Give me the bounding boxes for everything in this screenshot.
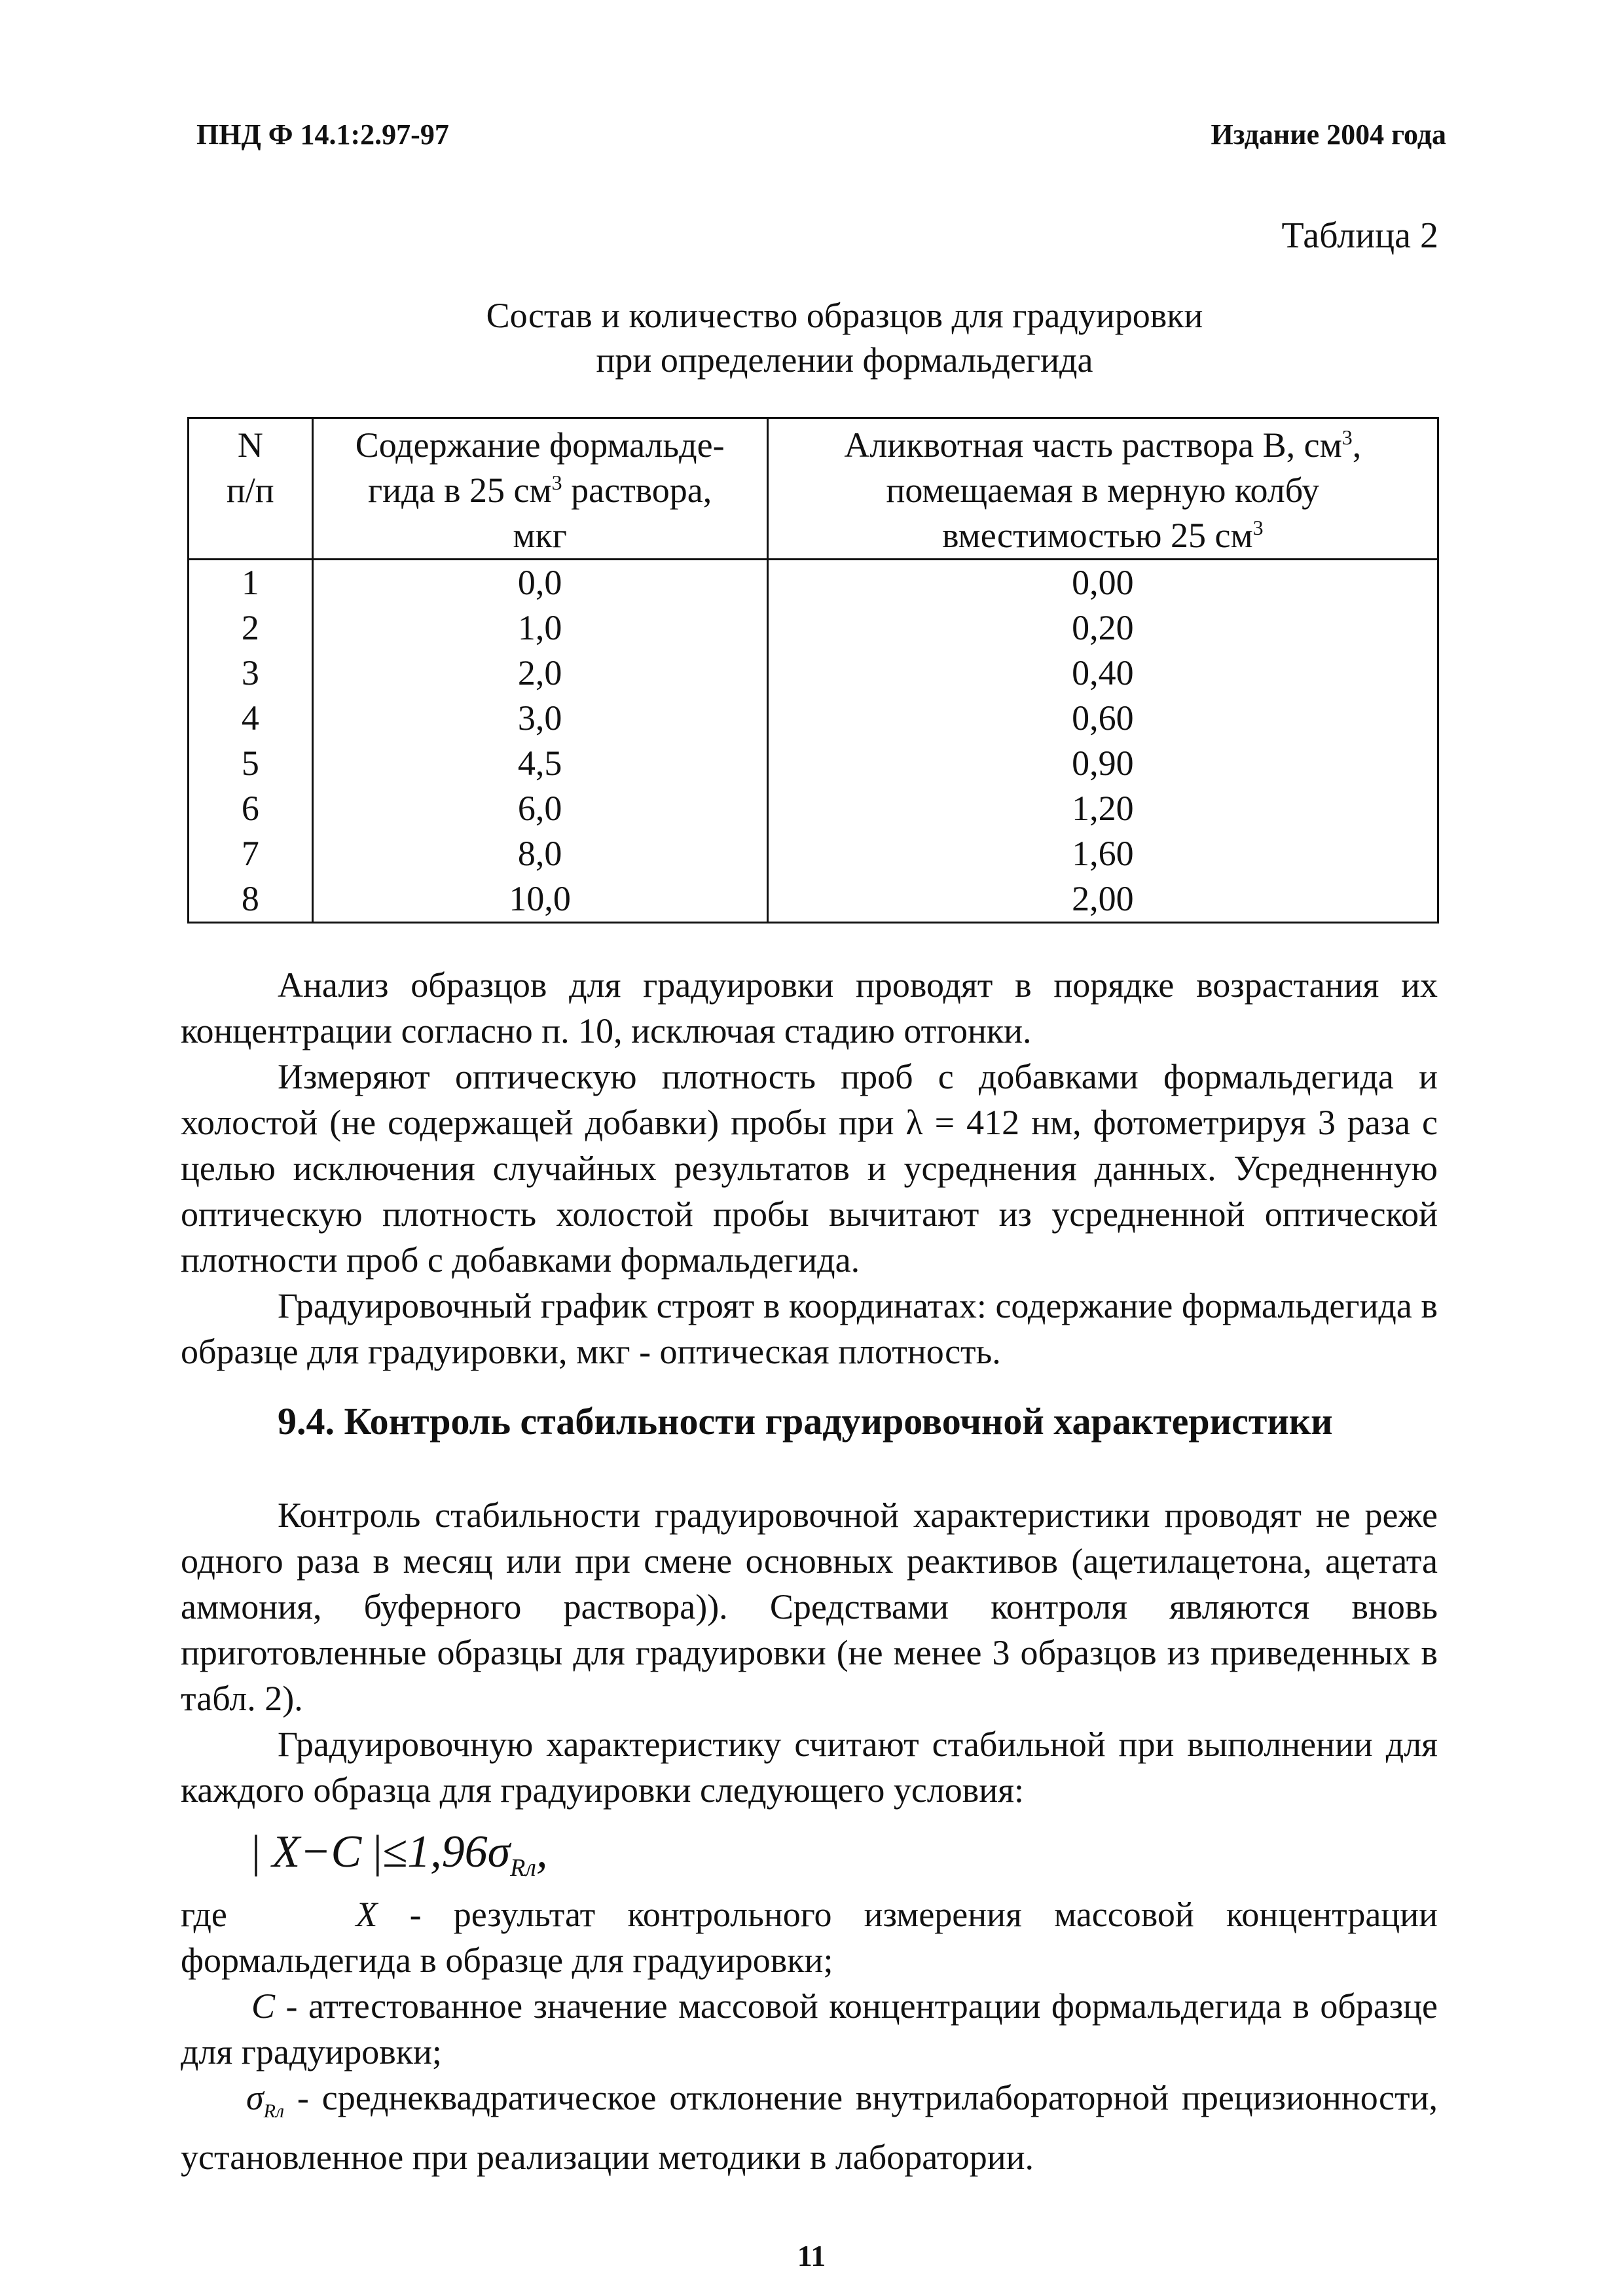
header-content-line2a: гида в 25 см — [368, 471, 552, 510]
definition-sigma — [181, 2075, 1438, 2180]
header-content-line3: мкг — [513, 516, 567, 555]
header-aliquot-line1b: , — [1352, 425, 1362, 465]
definition-where: где — [181, 1895, 227, 1934]
definition-sigma-symbol: σ — [246, 2078, 264, 2117]
cell-content: 8,0 — [312, 831, 767, 876]
formula-relation: ≤1,96σ — [382, 1827, 511, 1877]
header-content-line1: Содержание формальде- — [355, 425, 725, 465]
cell-number: 5 — [189, 741, 313, 786]
cell-aliquot: 1,60 — [767, 831, 1438, 876]
header-number-line1: N — [237, 425, 263, 465]
formula-expression: X−C — [272, 1827, 362, 1877]
cell-content: 2,0 — [312, 651, 767, 696]
cell-number: 6 — [189, 786, 313, 831]
table-row — [189, 876, 1438, 923]
cell-number: 7 — [189, 831, 313, 876]
header-aliquot-line3a: вместимостью 25 см — [941, 516, 1253, 555]
paragraph-optical-density: Измеряют оптическую плотность проб с добавками формальдегида и холостой (не содержащей добавки) пробы при λ = 412 нм, фотометрируя 3 раза с целью исключения случайных результатов и усреднения данных. Усредненную оптическую плотность холостой пробы вычитают из усредненной оптической плотности проб с добавками формальдегида. — [181, 1057, 1438, 1280]
header-content — [312, 418, 767, 560]
header-content-line2b: раствора, — [562, 471, 712, 510]
paragraph-stability-condition: Градуировочную характеристику считают стабильной при выполнении для каждого образца для градуировки следующего условия: — [181, 1725, 1438, 1810]
document-code: ПНД Ф 14.1:2.97-97 — [196, 118, 449, 151]
table-row — [189, 786, 1438, 831]
table-row — [189, 560, 1438, 606]
formula-subscript: Rл — [510, 1854, 536, 1882]
caption-line-2: при определении формальдегида — [596, 340, 1093, 380]
paragraph-stability-control: Контроль стабильности градуировочной характеристики проводят не реже одного раза в месяц или при смене основных реактивов (ацетилацетона, ацетата аммония, буферного раствора)). Средствами контроля являются вновь приготовленные образцы для градуировки (не менее 3 образцов из приведенных в табл. 2). — [181, 1496, 1438, 1718]
calibration-table — [187, 417, 1439, 924]
definition-c — [181, 1983, 1438, 2075]
section-title: 9.4. Контроль стабильности градуировочной характеристики — [278, 1400, 1333, 1443]
cell-content: 1,0 — [312, 605, 767, 651]
cell-content: 3,0 — [312, 696, 767, 741]
header-number — [189, 418, 313, 560]
cell-content: 0,0 — [312, 560, 767, 606]
cell-number: 8 — [189, 876, 313, 923]
caption-line-1: Состав и количество образцов для градуировки — [486, 296, 1203, 335]
definition-x-symbol: X — [356, 1895, 378, 1934]
definition-c-symbol: C — [251, 1986, 276, 2026]
table-row — [189, 696, 1438, 741]
table-label: Таблица 2 — [1281, 215, 1438, 256]
cell-aliquot: 0,00 — [767, 560, 1438, 606]
cell-number: 1 — [189, 560, 313, 606]
header-aliquot — [767, 418, 1438, 560]
definition-sigma-text: - среднеквадратическое отклонение внутрилабораторной прецизионности, установленное при реализации методики в лаборатории. — [181, 2078, 1438, 2177]
definition-sigma-subscript: Rл — [263, 2100, 285, 2122]
cell-number: 3 — [189, 651, 313, 696]
formula-tail: , — [536, 1827, 548, 1877]
table-row — [189, 741, 1438, 786]
table-header-row — [189, 418, 1438, 560]
cell-aliquot: 0,20 — [767, 605, 1438, 651]
cell-aliquot: 1,20 — [767, 786, 1438, 831]
definition-x-text: - результат контрольного измерения массовой концентрации формальдегида в образце для градуировки; — [181, 1895, 1438, 1980]
definition-x — [181, 1892, 1438, 1983]
definition-c-text: - аттестованное значение массовой концентрации формальдегида в образце для градуировки; — [181, 1986, 1438, 2072]
edition-label: Издание 2004 года — [1211, 118, 1446, 151]
table-row — [189, 605, 1438, 651]
cell-aliquot: 2,00 — [767, 876, 1438, 923]
paragraph-analysis-order: Анализ образцов для градуировки проводят в порядке возрастания их концентрации согласно п. 10, исключая стадию отгонки. — [181, 965, 1438, 1050]
formula-bar-right: | — [373, 1827, 382, 1877]
cell-content: 6,0 — [312, 786, 767, 831]
table-caption — [393, 293, 1296, 382]
cell-aliquot: 0,60 — [767, 696, 1438, 741]
header-aliquot-sup2: 3 — [1252, 516, 1264, 539]
header-content-sup: 3 — [551, 471, 562, 494]
cell-aliquot: 0,90 — [767, 741, 1438, 786]
cell-number: 4 — [189, 696, 313, 741]
cell-content: 4,5 — [312, 741, 767, 786]
cell-number: 2 — [189, 605, 313, 651]
stability-formula — [251, 1826, 547, 1882]
cell-content: 10,0 — [312, 876, 767, 923]
header-aliquot-sup1: 3 — [1341, 425, 1353, 449]
table-row — [189, 831, 1438, 876]
page-number: 11 — [797, 2239, 826, 2272]
header-aliquot-line1a: Аликвотная часть раствора В, см — [844, 425, 1342, 465]
formula-bar-left: | — [251, 1827, 261, 1877]
paragraph-calibration-graph: Градуировочный график строят в координатах: содержание формальдегида в образце для градуировки, мкг - оптическая плотность. — [181, 1286, 1438, 1371]
header-number-line2: п/п — [226, 471, 274, 510]
cell-aliquot: 0,40 — [767, 651, 1438, 696]
header-aliquot-line2: помещаемая в мерную колбу — [886, 471, 1320, 510]
table-row — [189, 651, 1438, 696]
